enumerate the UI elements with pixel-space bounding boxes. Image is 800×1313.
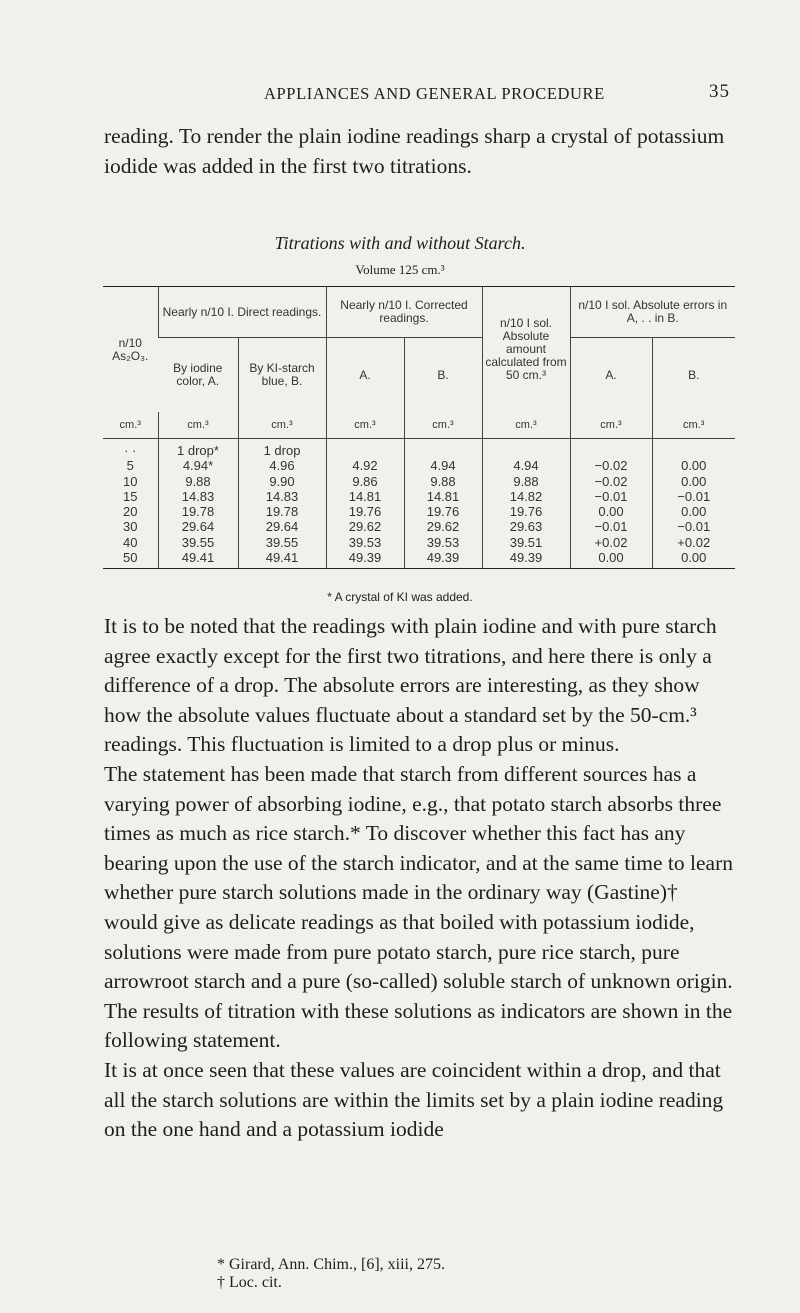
header-arsenite: n/10 As₂O₃. xyxy=(103,287,158,413)
table-cell: 19.76 xyxy=(326,504,404,519)
table-cell: 9.86 xyxy=(326,474,404,489)
table-cell: 4.92 xyxy=(326,458,404,473)
table-row xyxy=(103,439,735,459)
table-cell: 49.41 xyxy=(158,550,238,569)
table-cell: 29.63 xyxy=(482,519,570,534)
table-cell: 10 xyxy=(123,473,138,489)
table-row xyxy=(103,504,735,519)
body-paragraph: It is to be noted that the readings with plain iodine and with pure starch agree exactly except for the first two titrations, and here there is only a difference of a drop. The absolute errors are interesting, as they show how the absolute values fluctuate about a standard set by the 50-cm.³ readings. This fluctuation is limited to a drop plus or minus. xyxy=(104,614,717,757)
table-cell: 19.76 xyxy=(404,504,482,519)
header-absolute-errors: n/10 I sol. Absolute errors in A, . . in B. xyxy=(570,287,735,338)
unit-cell: cm.³ xyxy=(570,412,652,439)
table-cell: 4.94 xyxy=(482,458,570,473)
table-cell xyxy=(326,439,404,459)
table-cell: 14.83 xyxy=(238,489,326,504)
header-direct-readings: Nearly n/10 I. Direct readings. xyxy=(158,287,326,338)
table-row xyxy=(103,519,735,534)
table-cell: −0.01 xyxy=(652,489,735,504)
page-footnotes xyxy=(217,1256,445,1292)
header-error-a: A. xyxy=(570,338,652,413)
table-cell: −0.02 xyxy=(570,458,652,473)
table-cell: 9.88 xyxy=(404,474,482,489)
table-cell xyxy=(404,439,482,459)
table-row xyxy=(103,458,735,473)
unit-cell: cm.³ xyxy=(238,412,326,439)
table-cell: 0.00 xyxy=(652,550,735,569)
table-cell: 0.00 xyxy=(570,550,652,569)
table-cell: 49.39 xyxy=(482,550,570,569)
table-cell xyxy=(482,439,570,459)
header-absolute-amount: n/10 I sol. Absolute amount calculated from 50 cm.³ xyxy=(482,287,570,413)
table-cell: 14.81 xyxy=(404,489,482,504)
unit-cell: cm.³ xyxy=(158,412,238,439)
table-row xyxy=(103,535,735,550)
table-cell: 4.94 xyxy=(404,458,482,473)
body-paragraph: The statement has been made that starch from different sources has a varying power of absorbing iodine, e.g., that potato starch absorbs three times as much as rice starch.* To discover whether this fact has any bearing upon the use of the starch indicator, and at the same time to learn whether pure starch solutions made in the ordinary way (Gastine)† would give as delicate readings as that boiled with potassium iodide, solutions were made from pure potato starch, pure rice starch, pure arrowroot starch and a pure (so-called) soluble starch of unknown origin. The results of titration with these solutions as indicators are shown in the following statement. xyxy=(104,761,733,1053)
table-cell: 14.81 xyxy=(326,489,404,504)
table-cell: 5 xyxy=(126,458,134,474)
table-cell: +0.02 xyxy=(570,535,652,550)
table-cell: 49.41 xyxy=(238,550,326,569)
header-iodine-color: By iodine color, A. xyxy=(158,338,238,413)
table-cell xyxy=(570,439,652,459)
table-volume-note: Volume 125 cm.³ xyxy=(355,262,445,277)
table-cell: 30 xyxy=(123,519,138,535)
table-cell: · · xyxy=(124,443,137,458)
unit-cell: cm.³ xyxy=(326,412,404,439)
table-cell: −0.02 xyxy=(570,474,652,489)
table-row xyxy=(103,489,735,504)
unit-cell: cm.³ xyxy=(652,412,735,439)
header-ki-starch: By KI-starch blue, B. xyxy=(238,338,326,413)
body-paragraph: It is at once seen that these values are coincident within a drop, and that all the starch solutions are within the limits set by a plain iodine reading on the one hand and a potassium iodide xyxy=(104,1057,724,1142)
table-cell: 29.62 xyxy=(326,519,404,534)
table-cell: 0.00 xyxy=(652,474,735,489)
table-cell: 0.00 xyxy=(652,458,735,473)
unit-cell: cm.³ xyxy=(404,412,482,439)
table-cell: 9.88 xyxy=(482,474,570,489)
header-corrected-readings: Nearly n/10 I. Corrected readings. xyxy=(326,287,482,338)
table-cell: −0.01 xyxy=(570,489,652,504)
table-cell xyxy=(652,439,735,459)
body-text xyxy=(104,612,736,1145)
table-cell: 39.55 xyxy=(238,535,326,550)
table-cell: 29.64 xyxy=(158,519,238,534)
table-cell: 29.64 xyxy=(238,519,326,534)
table-caption: Titrations with and without Starch. xyxy=(274,233,526,253)
table-cell: 14.82 xyxy=(482,489,570,504)
titration-table xyxy=(103,286,735,569)
page-number: 35 xyxy=(709,81,730,102)
unit-cell: cm.³ xyxy=(482,412,570,439)
table-cell: 15 xyxy=(123,488,138,504)
table-cell: 19.76 xyxy=(482,504,570,519)
table-cell: 19.78 xyxy=(158,504,238,519)
table-cell: 1 drop* xyxy=(158,439,238,459)
table-cell: 9.90 xyxy=(238,474,326,489)
table-cell: 39.51 xyxy=(482,535,570,550)
table-cell: −0.01 xyxy=(652,519,735,534)
table-cell: 1 drop xyxy=(238,439,326,459)
header-corrected-a: A. xyxy=(326,338,404,413)
table-cell: 19.78 xyxy=(238,504,326,519)
table-cell: 29.62 xyxy=(404,519,482,534)
header-error-b: B. xyxy=(652,338,735,413)
unit-cell: cm.³ xyxy=(103,412,158,439)
table-body xyxy=(103,439,735,569)
header-title: APPLIANCES AND GENERAL PROCEDURE xyxy=(264,84,605,103)
table-cell: 39.53 xyxy=(404,535,482,550)
header-corrected-b: B. xyxy=(404,338,482,413)
table-cell: 49.39 xyxy=(326,550,404,569)
table-cell: 50 xyxy=(103,550,158,569)
footnote: * Girard, Ann. Chim., [6], xiii, 275. xyxy=(217,1256,445,1273)
table-cell: −0.01 xyxy=(570,519,652,534)
table-cell: 49.39 xyxy=(404,550,482,569)
table-cell: 14.83 xyxy=(158,489,238,504)
table-cell: 4.96 xyxy=(238,458,326,473)
table-cell: 9.88 xyxy=(158,474,238,489)
intro-paragraph: reading. To render the plain iodine readings sharp a crystal of potassium iodide was added in the first two titrations. xyxy=(104,124,725,178)
table-cell: 0.00 xyxy=(570,504,652,519)
table-row xyxy=(103,474,735,489)
table-cell: 0.00 xyxy=(652,504,735,519)
table-cell: +0.02 xyxy=(652,535,735,550)
table-footnote: * A crystal of KI was added. xyxy=(327,590,473,604)
table-row xyxy=(103,550,735,569)
table-cell: 40 xyxy=(123,534,138,550)
table-cell: 4.94* xyxy=(158,458,238,473)
table-cell: 39.55 xyxy=(158,535,238,550)
footnote: † Loc. cit. xyxy=(217,1274,282,1291)
table-cell: 20 xyxy=(123,504,138,520)
table-cell: 39.53 xyxy=(326,535,404,550)
